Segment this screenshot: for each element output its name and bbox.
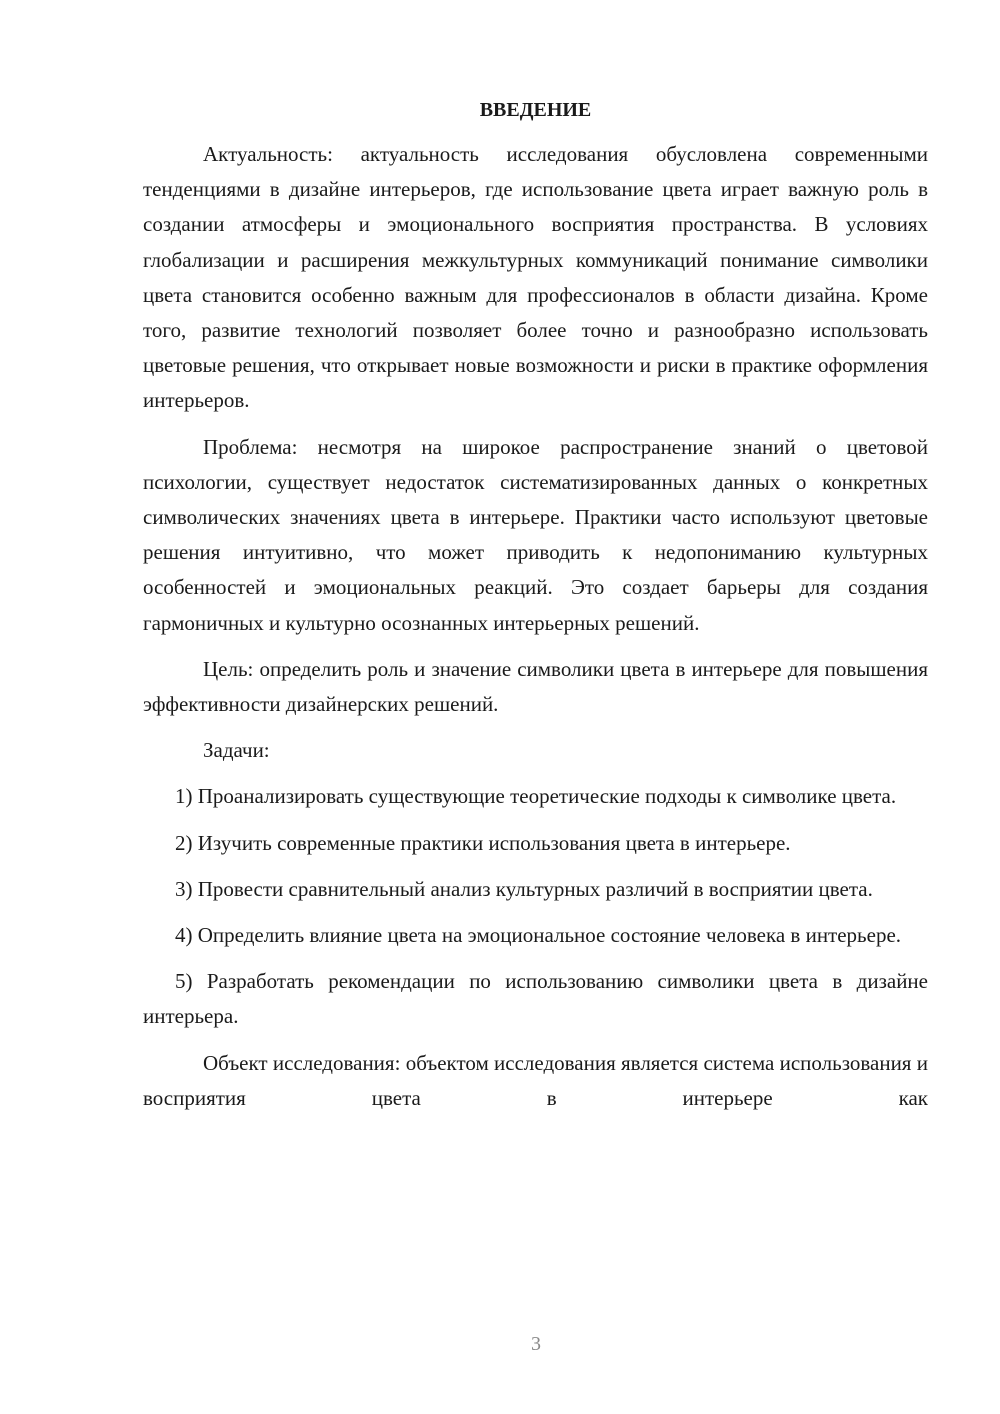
problem-paragraph: Проблема: несмотря на широкое распространение знаний о цветовой психологии, существует недостаток систематизированных данных о конкретных символических значениях цвета в интерьере. Практики часто используют цветовые решения интуитивно, что может приводить к недопониманию культурных особенностей и эмоциональных реакций. Это создает барьеры для создания гармоничных и культурно осознанных интерьерных решений. bbox=[143, 434, 928, 635]
page-number: 3 bbox=[531, 1333, 541, 1355]
object-paragraph: Объект исследования: объектом исследования является система использования и восприятия цвета в интерьере как bbox=[143, 1050, 928, 1110]
goal-paragraph: Цель: определить роль и значение символики цвета в интерьере для повышения эффективности дизайнерских решений. bbox=[143, 656, 928, 717]
relevance-paragraph: Актуальность: актуальность исследования обусловлена современными тенденциями в дизайне интерьеров, где использование цвета играет важную роль в создании атмосферы и эмоционального восприятия пространства. В условиях глобализации и расширения межкультурных коммуникаций понимание символики цвета становится особенно важным для профессионалов в области дизайна. Кроме того, развитие технологий позволяет более точно и разнообразно использовать цветовые решения, что открывает новые возможности и риски в практике оформления интерьеров. bbox=[143, 142, 928, 413]
tasks-heading: Задачи: bbox=[203, 738, 270, 763]
task-item-2: 2) Изучить современные практики использования цвета в интерьере. bbox=[175, 830, 791, 855]
task-item-5: 5) Разработать рекомендации по использованию символики цвета в дизайне интерьера. bbox=[143, 969, 928, 1029]
task-item-1: 1) Проанализировать существующие теоретические подходы к символике цвета. bbox=[175, 784, 897, 809]
page-body bbox=[143, 95, 928, 1116]
section-title: ВВЕДЕНИЕ bbox=[479, 99, 592, 121]
task-item-3: 3) Провести сравнительный анализ культурных различий в восприятии цвета. bbox=[175, 876, 873, 901]
task-item-4: 4) Определить влияние цвета на эмоциональное состояние человека в интерьере. bbox=[175, 923, 902, 948]
